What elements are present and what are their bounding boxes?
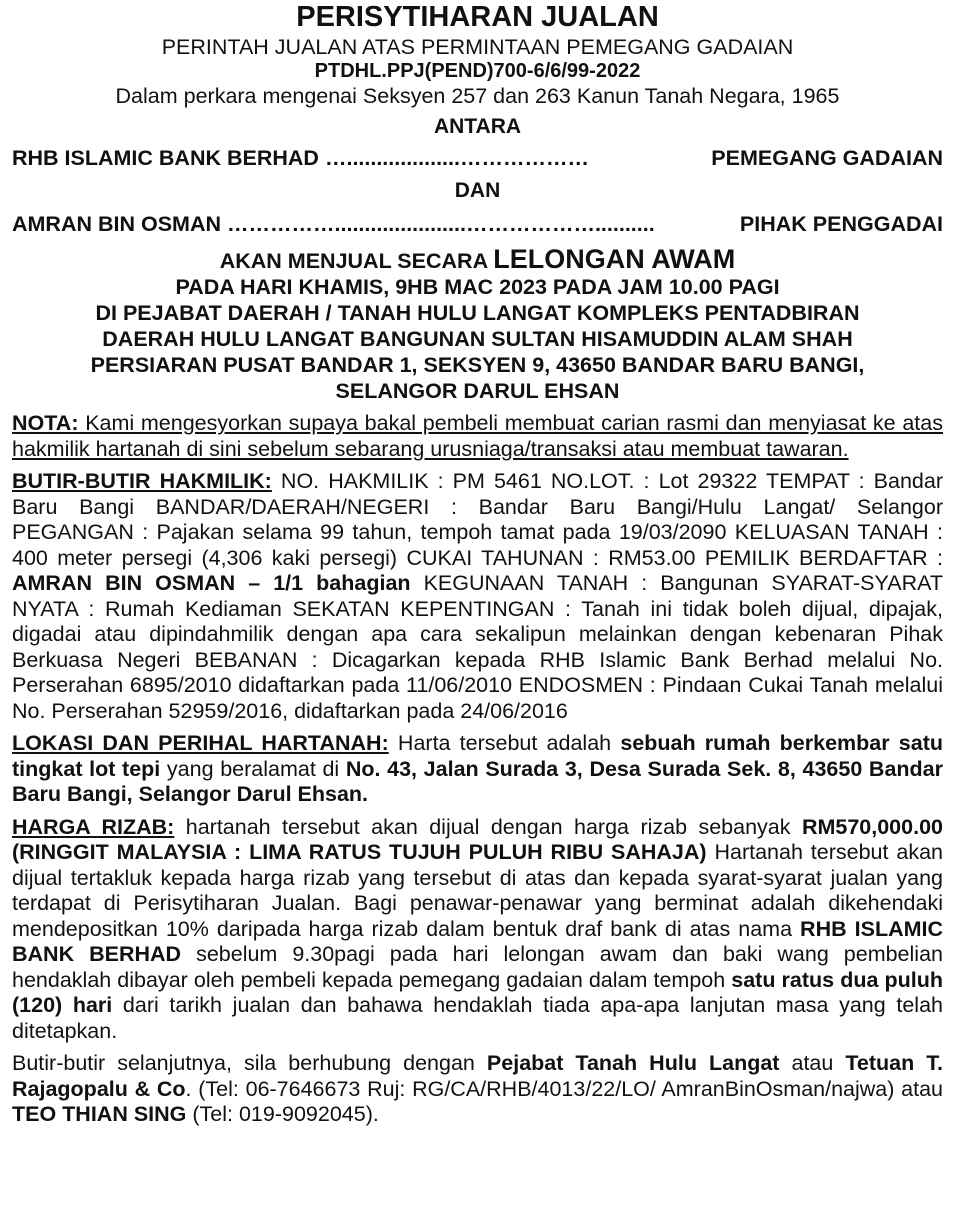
property-type: sebuah rumah berkembar satu tingkat lot tepi [12, 731, 944, 781]
auction-heading [12, 246, 943, 274]
location-paragraph [12, 731, 943, 808]
auction-date: PADA HARI KHAMIS, 9HB MAC 2023 PADA JAM 10.00 PAGI [175, 275, 780, 299]
document-subtitle: PERINTAH JUALAN ATAS PERMINTAAN PEMEGANG GADAIAN [161, 35, 794, 59]
chargee-line [12, 145, 943, 171]
location-text-1: Harta tersebut adalah [388, 731, 621, 755]
title-details-text-1: NO. HAKMILIK : PM 5461 NO.LOT. : Lot 29322 TEMPAT : Bandar Baru Bangi BANDAR/DAERAH/NEGERI : Bandar Baru Bangi/Hulu Langat/ Selangor PEGANGAN : Pajakan selama 99 tahun, tempoh tamat pada 19/03/2090 KELUASAN TANAH : 400 meter persegi (4,306 kaki persegi) CUKAI TAHUNAN : RM53.00 PEMILIK BERDAFTAR : [12, 469, 944, 570]
reserve-price-amount: RM570,000.00 (RINGGIT MALAYSIA : LIMA RATUS TUJUH PULUH RIBU SAHAJA) [12, 814, 943, 864]
reserve-price-label: HARGA RIZAB: [12, 814, 175, 839]
chargee-dots: …...................……………… [324, 146, 589, 170]
auction-venue-1: DI PEJABAT DAERAH / TANAH HULU LANGAT KOMPLEKS PENTADBIRAN [95, 301, 860, 325]
nota-label: NOTA: [12, 411, 79, 435]
between-label: ANTARA [433, 115, 522, 138]
reserve-text-1: hartanah tersebut akan dijual dengan harga rizab sebanyak [174, 814, 802, 839]
title-details-text-2: KEGUNAAN TANAH : Bangunan SYARAT-SYARAT NYATA : Rumah Kediaman SEKATAN KEPENTINGAN : Tanah ini tidak boleh dijual, dipajak, digadai atau dipindahmilik dengan apa cara sekalipun melainkan dengan kebenaran Pihak Berkuasa Negeri BEBANAN : Dicagarkan kepada RHB Islamic Bank Berhad melalui No. Perserahan 6895/2010 didaftarkan pada 11/06/2010 ENDOSMEN : Pindaan Cukai Tanah melalui No. Perserahan 52959/2016, didaftarkan pada 24/06/2016 [12, 571, 943, 723]
chargor-line [12, 211, 943, 237]
reserve-text-4: dari tarikh jualan dan bahawa hendaklah tiada apa-apa lanjutan masa yang telah ditetapkan. [12, 993, 943, 1043]
bank-name: RHB ISLAMIC BANK BERHAD [12, 916, 944, 966]
auction-block [12, 246, 943, 404]
contact-text-4: (Tel: 019-9092045). [186, 1102, 379, 1126]
document-title: PERISYTIHARAN JUALAN [296, 1, 659, 33]
reserve-price-paragraph [12, 815, 943, 1045]
title-details-label: BUTIR-BUTIR HAKMILIK: [12, 469, 272, 493]
chargee-role: PEMEGANG GADAIAN [711, 146, 943, 170]
public-auction-label: LELONGAN AWAM [493, 244, 736, 274]
land-office-name: Pejabat Tanah Hulu Langat [486, 1051, 780, 1075]
law-firm-name: Tetuan T. Rajagopalu & Co [12, 1051, 944, 1101]
nota-text: Kami mengesyorkan supaya bakal pembeli membuat carian rasmi dan menyiasat ke atas hakmilik hartanah di sini sebelum sebarang urusniaga/transaksi atau membuat tawaran. [12, 411, 943, 461]
chargor-role: PIHAK PENGGADAI [739, 212, 943, 236]
auction-venue-2: DAERAH HULU LANGAT BANGUNAN SULTAN HISAMUDDIN ALAM SHAH [102, 327, 853, 351]
auctioneer-name: TEO THIAN SING [12, 1102, 187, 1126]
chargor-dots: ……………......................……………….......... [227, 212, 655, 236]
nota-paragraph [12, 411, 943, 462]
reference-number: PTDHL.PPJ(PEND)700-6/6/99-2022 [314, 60, 641, 82]
location-text-2: yang beralamat di [160, 756, 346, 781]
contact-text-2: atau [779, 1051, 846, 1075]
reserve-text-2: Hartanah tersebut akan dijual tertakluk kepada harga rizab yang tersebut di atas dan kepada syarat-syarat jualan yang terdapat di Perisytiharan Jualan. Bagi penawar-penawar yang berminat adalah dikehendaki mendepositkan 10% daripada harga rizab dalam bentuk draf bank di atas nama [12, 840, 944, 941]
auction-venue-4: SELANGOR DARUL EHSAN [335, 379, 620, 403]
reserve-text-3: sebelum 9.30pagi pada hari lelongan awam dan baki wang pembelian hendaklah dibayar oleh pembeli kepada pemegang gadaian dalam tempoh [12, 942, 943, 992]
property-address: No. 43, Jalan Surada 3, Desa Surada Sek. 8, 43650 Bandar Baru Bangi, Selangor Darul Ehsan. [12, 756, 944, 806]
chargee-name: RHB ISLAMIC BANK BERHAD [12, 146, 319, 170]
auction-venue-3: PERSIARAN PUSAT BANDAR 1, SEKSYEN 9, 43650 BANDAR BARU BANGI, [90, 353, 865, 377]
and-label: DAN [454, 179, 501, 202]
contact-text-3: . (Tel: 06-7646673 Ruj: RG/CA/RHB/4013/22/LO/ AmranBinOsman/najwa) atau [185, 1076, 943, 1101]
contact-paragraph [12, 1051, 943, 1128]
chargor-name: AMRAN BIN OSMAN [12, 212, 222, 236]
contact-text-1: Butir-butir selanjutnya, sila berhubung dengan [12, 1051, 487, 1075]
registered-owner: AMRAN BIN OSMAN – 1/1 bahagian [12, 571, 411, 595]
legal-section: Dalam perkara mengenai Seksyen 257 dan 263 Kanun Tanah Negara, 1965 [115, 84, 840, 108]
payment-period: satu ratus dua puluh (120) hari [12, 967, 943, 1017]
location-label: LOKASI DAN PERIHAL HARTANAH: [12, 731, 389, 755]
title-details-paragraph [12, 469, 943, 724]
auction-lead: AKAN MENJUAL SECARA [219, 249, 488, 273]
